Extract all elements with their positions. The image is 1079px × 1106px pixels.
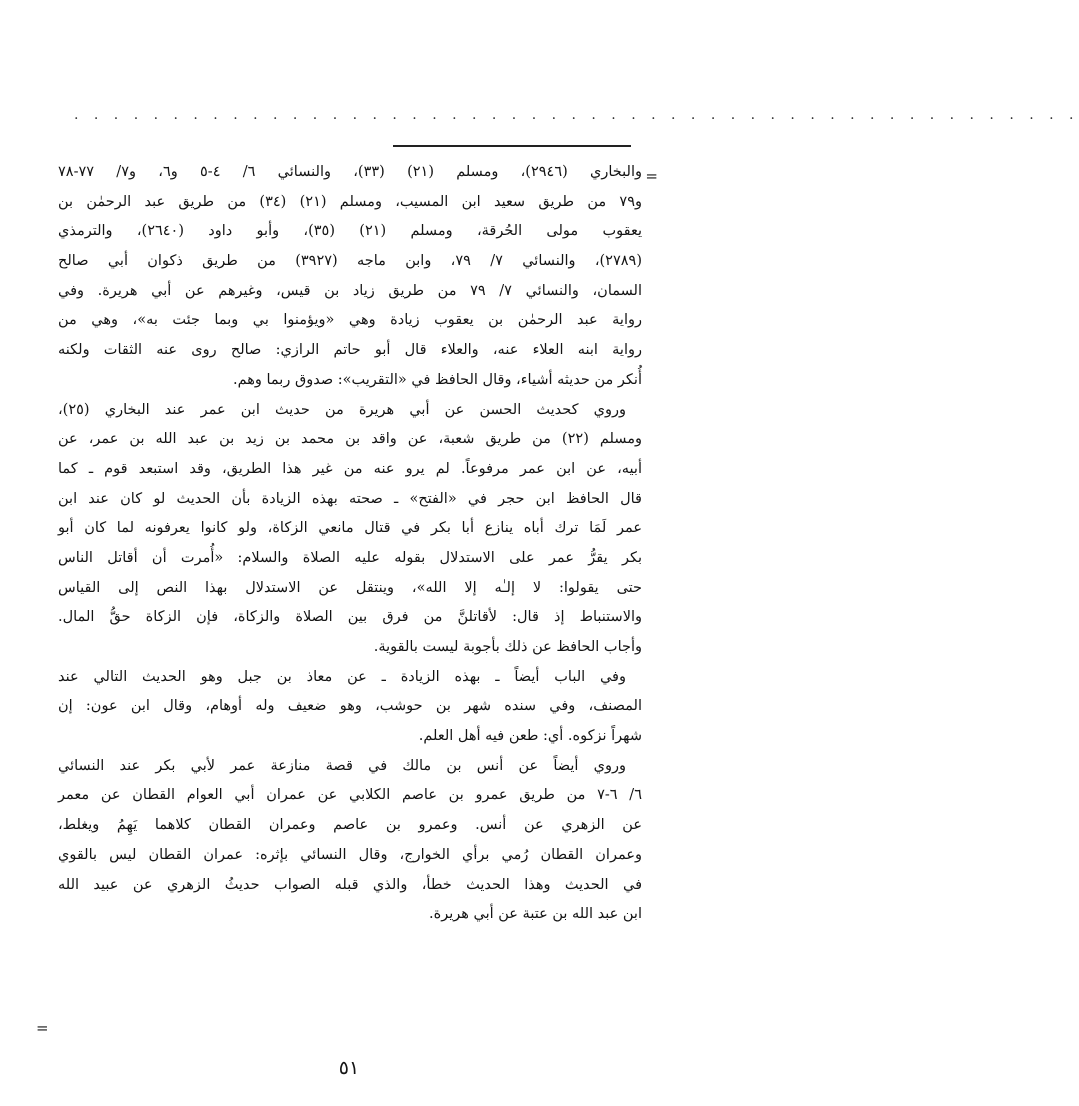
footnote-text <box>58 158 642 930</box>
footnote-line: ابن عبد الله بن عتبة عن أبي هريرة. <box>428 906 642 923</box>
footnote-line: قال الحافظ ابن حجر في «الفتح» ـ صحته بهذه الزيادة بأن الحديث لو كان عند ابن <box>58 490 642 507</box>
footnote-line: ٦/ ٦-٧ من طريق عمرو بن عاصم الكلابي عن عمران أبي العوام القطان عن معمر <box>58 787 642 804</box>
continuation-mark-top: = <box>645 167 658 185</box>
footnote-line: والبخاري (٢٩٤٦)، ومسلم (٢١) (٣٣)، والنسائي ٦/ ٤-٥ و٦، و٧/ ٧٧-٧٨ <box>58 164 642 180</box>
footnote-line: وروي كحديث الحسن عن أبي هريرة من حديث ابن عمر عند البخاري (٢٥)، <box>58 401 626 418</box>
footnote-line: وعمران القطان رُمي برأي الخوارج، وقال النسائي بإثره: عمران القطان ليس بالقوي <box>58 846 642 863</box>
footnote-line: شهراً نزكوه. أي: طعن فيه أهل العلم. <box>418 728 642 745</box>
footnote-line: والاستنباط إذ قال: لأقاتلنَّ من فرق بين الصلاة والزكاة، فإن الزكاة حقُّ المال. <box>58 609 642 626</box>
footnote-line: عمر لَمَا ترك أباه ينازع أبا بكر في قتال مانعي الزكاة، ولو كانوا يعرفونه لما كان أبو <box>58 520 642 537</box>
continuation-mark-bottom: = <box>36 1019 49 1037</box>
footnote-line: يعقوب مولى الحُرقة، ومسلم (٢١) (٣٥)، وأبو داود (٢٦٤٠)، والترمذي <box>58 223 642 240</box>
footnote-line: ومسلم (٢٢) من طريق شعبة، عن واقد بن محمد بن زيد بن عبد الله بن عمر، عن <box>58 431 643 448</box>
footnote-line: رواية ابنه العلاء عنه، والعلاء قال أبو حاتم الرازي: صالح روى عنه الثقات ولكنه <box>58 342 642 359</box>
footnote-line: السمان، والنسائي ٧/ ٧٩ من طريق زياد بن قيس، وغيرهم عن أبي هريرة. وفي <box>58 282 643 299</box>
footnote-line: في الحديث وهذا الحديث خطأ، والذي قبله الصواب حديثُ الزهري عن عبيد الله <box>58 876 642 893</box>
footnote-line: وفي الباب أيضاً ـ بهذه الزيادة ـ عن معاذ بن جبل وهو الحديث التالي عند <box>58 668 626 685</box>
footnote-line: وأجاب الحافظ عن ذلك بأجوبة ليست بالقوية. <box>373 639 642 655</box>
footnote-line: (٢٧٨٩)، والنسائي ٧/ ٧٩، وابن ماجه (٣٩٢٧) من طريق ذكوان أبي صالح <box>58 253 642 270</box>
footnote-line: و٧٩ من طريق سعيد ابن المسيب، ومسلم (٢١) (٣٤) من طريق عبد الرحمٰن بن <box>58 193 642 210</box>
footnote-line: حتى يقولوا: لا إلـٰه إلا الله»، وينتقل عن الاستدلال بهذا النص إلى القياس <box>58 579 642 596</box>
footnote-line: عن الزهري عن أنس. وعمرو بن عاصم وعمران القطان كلاهما يَهِمُ ويغلط، <box>58 817 642 834</box>
page-number: ٥١ <box>338 1057 360 1079</box>
footnote-line: رواية عبد الرحمٰن بن يعقوب زيادة وهي «ويؤمنوا بي وبما جئت به»، وهي من <box>58 312 642 329</box>
separator-dots: . . . . . . . . . . . . . . . . . . . . . . . . . . . . . . . . . . . . . . . . . . . . . . . . . . . <box>74 107 1079 123</box>
footnote-line: وروي أيضاً عن أنس بن مالك في قصة منازعة عمر لأبي بكر عند النسائي <box>58 757 626 774</box>
footnote-line: بكر يقرُّ عمر على الاستدلال بقوله عليه الصلاة والسلام: «أُمرت أن أقاتل الناس <box>58 549 642 566</box>
footnote-line: أبيه، عن ابن عمر مرفوعاً. لم يرو عنه من غير هذا الطريق، وقد استبعد قوم ـ كما <box>58 460 642 477</box>
footnote-separator-rule <box>393 145 631 147</box>
footnote-line: أُنكر من حديثه أشياء، وقال الحافظ في «التقريب»: صدوق ربما وهم. <box>232 371 642 388</box>
footnote-line: المصنف، وفي سنده شهر بن حوشب، وهو ضعيف وله أوهام، وقال ابن عون: إن <box>58 698 642 715</box>
